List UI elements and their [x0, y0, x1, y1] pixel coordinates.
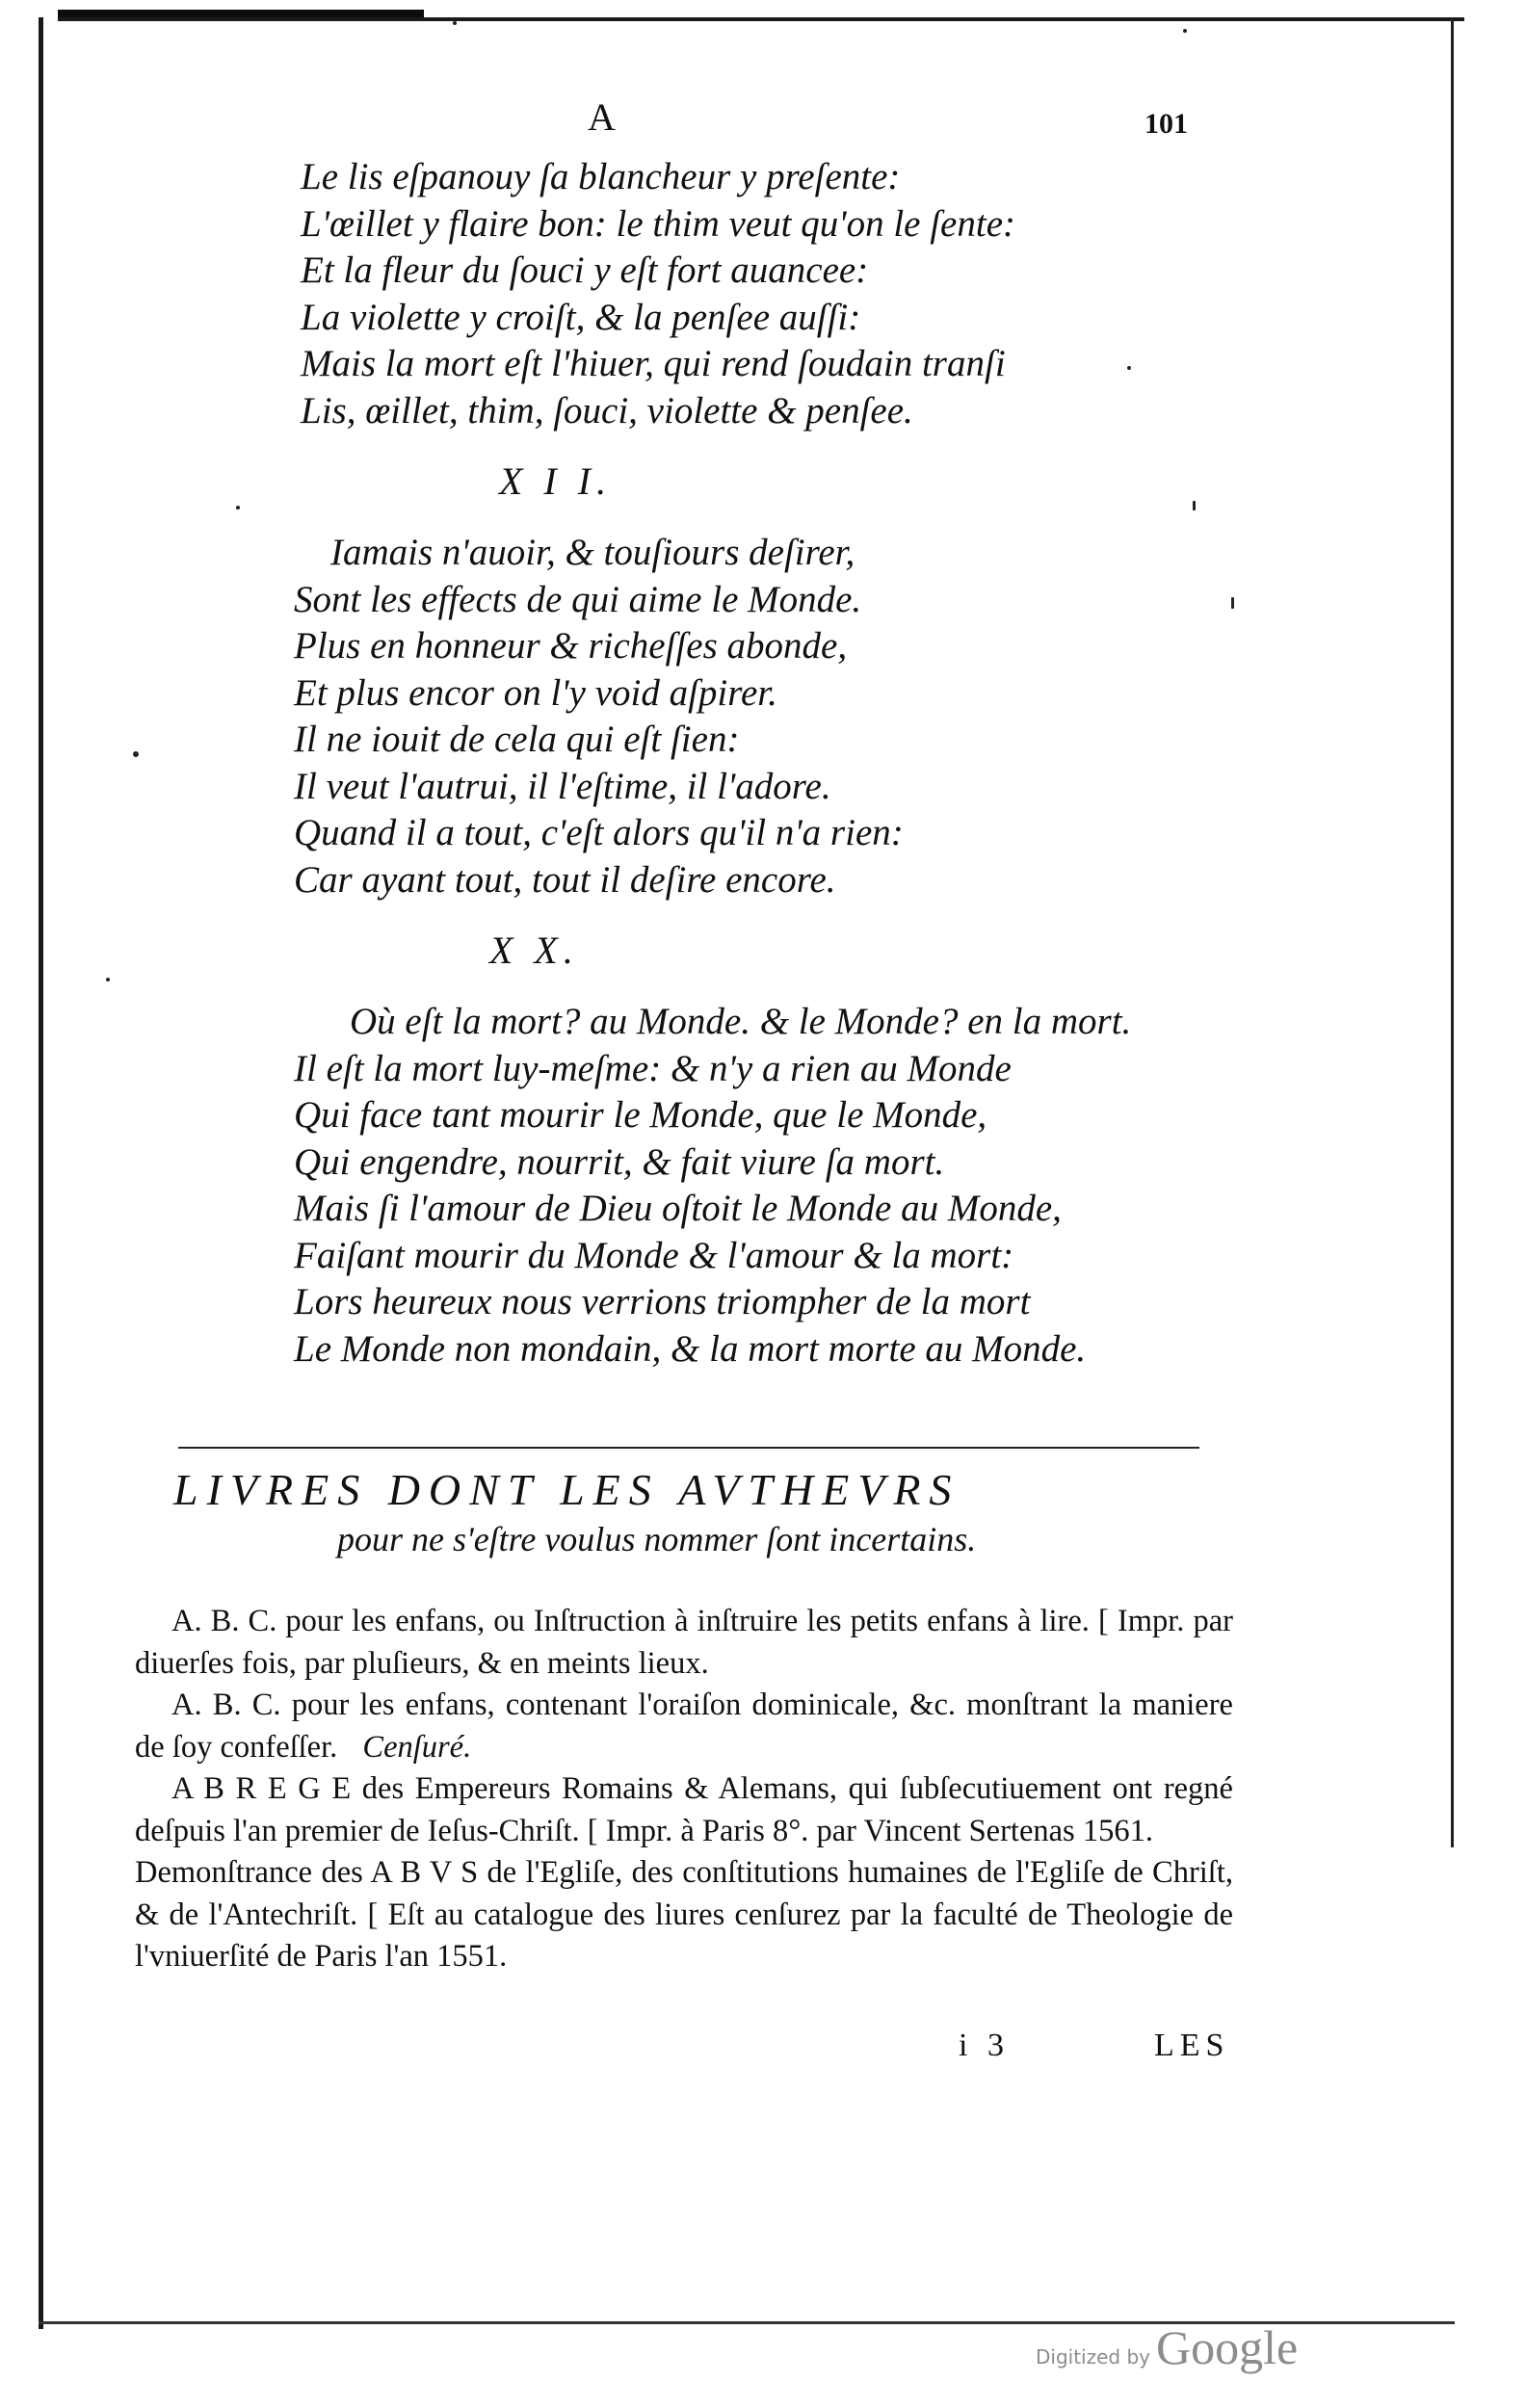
verse-line: L'œillet y flaire bon: le thim veut qu'on le ſente:	[301, 202, 1015, 245]
scan-speck	[1231, 597, 1234, 609]
verse-line: Mais ſi l'amour de Dieu oſtoit le Monde au Monde,	[294, 1188, 1062, 1229]
verse-line: Plus en honneur & richeſſes abonde,	[294, 625, 848, 667]
verse-line: Il ne iouit de cela qui eſt ſien:	[294, 719, 740, 760]
entry-text: A. B. C. pour les enfans, ou Inſtruction à inſtruire les petits enfans à lire. [ Impr. par diuerſes fois, par pluſieurs, & en meints lieux.	[135, 1604, 1233, 1681]
verse-line: Et la fleur du ſouci y eſt fort auancee:	[301, 249, 869, 291]
bibliography-entries	[135, 1601, 1233, 1978]
verse-line: Il veut l'autrui, il l'eſtime, il l'adore.	[294, 765, 831, 807]
verse-line: Iamais n'auoir, & touſiours deſirer,	[330, 532, 855, 573]
bibliography-entry	[135, 1852, 1233, 1978]
scan-edge-left	[39, 17, 43, 2329]
stanza-12	[294, 530, 904, 903]
bibliography-entry	[135, 1601, 1233, 1685]
verse-line: Qui face tant mourir le Monde, que le Monde,	[294, 1094, 987, 1136]
scan-speck	[133, 751, 139, 757]
signature-mark: i 3	[959, 2028, 1010, 2063]
verse-line: Sont les effects de qui aime le Monde.	[294, 578, 862, 620]
section-title: LIVRES DONT LES AVTHEVRS	[173, 1465, 960, 1514]
google-logo: Google	[1156, 2320, 1299, 2374]
verse-line: Où eſt la mort? au Monde. & le Monde? en la mort.	[350, 1001, 1132, 1042]
section-rule	[178, 1447, 1199, 1449]
verse-line: Car ayant tout, tout il deſire encore.	[294, 858, 836, 901]
verse-line: Qui engendre, nourrit, & fait viure ſa mort.	[294, 1140, 945, 1183]
stanza-20	[294, 999, 1131, 1373]
verse-line: Le lis eſpanouy ſa blancheur y preſente:	[301, 156, 901, 197]
verse-line: Le Monde non mondain, & la mort morte au Monde.	[294, 1327, 1087, 1370]
section-subtitle: pour ne s'eſtre voulus nommer ſont incertains.	[337, 1520, 977, 1558]
scan-speck	[1127, 366, 1131, 370]
digitization-watermark	[1036, 2319, 1298, 2375]
verse-line: Il eſt la mort luy-meſme: & n'y a rien au Monde	[294, 1047, 1012, 1089]
verse-line: Et plus encor on l'y void aſpirer.	[294, 671, 777, 714]
verse-line: La violette y croiſt, & la penſee auſſi:	[301, 296, 861, 338]
running-header-letter: A	[588, 95, 616, 139]
scan-speck	[1183, 29, 1187, 33]
verse-line: Faiſant mourir du Monde & l'amour & la mort:	[294, 1234, 1014, 1276]
scan-speck	[236, 506, 240, 510]
scan-speck	[453, 21, 457, 25]
bibliography-entry	[135, 1768, 1233, 1852]
poem-top	[301, 154, 1015, 434]
entry-text: A. B. C. pour les enfans, contenant l'oraiſon dominicale, &c. monſtrant la maniere de ſoy confeſſer.	[135, 1688, 1233, 1765]
verse-line: Lis, œillet, thim, ſouci, violette & penſee.	[301, 389, 913, 432]
bibliography-entry	[135, 1685, 1233, 1768]
catchword: LES	[1154, 2028, 1230, 2063]
scan-edge-top	[58, 17, 1464, 21]
stanza-heading-20: X X.	[489, 929, 579, 972]
entry-text: Demonſtrance des A B V S de l'Egliſe, des conſtitutions humaines de l'Egliſe de Chriſt, & de l'Antechriſt. [ Eſt au catalogue des liures cenſurez par la faculté de Theologie de l'vniuerſité de Paris l'an 1551.	[135, 1855, 1233, 1974]
entry-text: A B R E G E des Empereurs Romains & Alemans, qui ſubſecutiuement ont regné deſpuis l'an premier de Ieſus-Chriſt. [ Impr. à Paris 8°. par Vincent Sertenas 1561.	[135, 1771, 1233, 1848]
scan-speck	[106, 978, 110, 982]
scan-speck	[1193, 501, 1196, 510]
verse-line: Lors heureux nous verrions triompher de la mort	[294, 1281, 1031, 1322]
verse-line: Quand il a tout, c'eſt alors qu'il n'a rien:	[294, 812, 904, 853]
entry-censure: Cenſuré.	[362, 1729, 472, 1765]
page-number: 101	[1144, 108, 1188, 140]
scan-edge-right	[1451, 17, 1454, 1847]
watermark-prefix: Digitized by	[1036, 2345, 1150, 2369]
verse-line: Mais la mort eſt l'hiuer, qui rend ſoudain tranſi	[301, 343, 1006, 384]
stanza-heading-12: X I I.	[499, 459, 613, 503]
